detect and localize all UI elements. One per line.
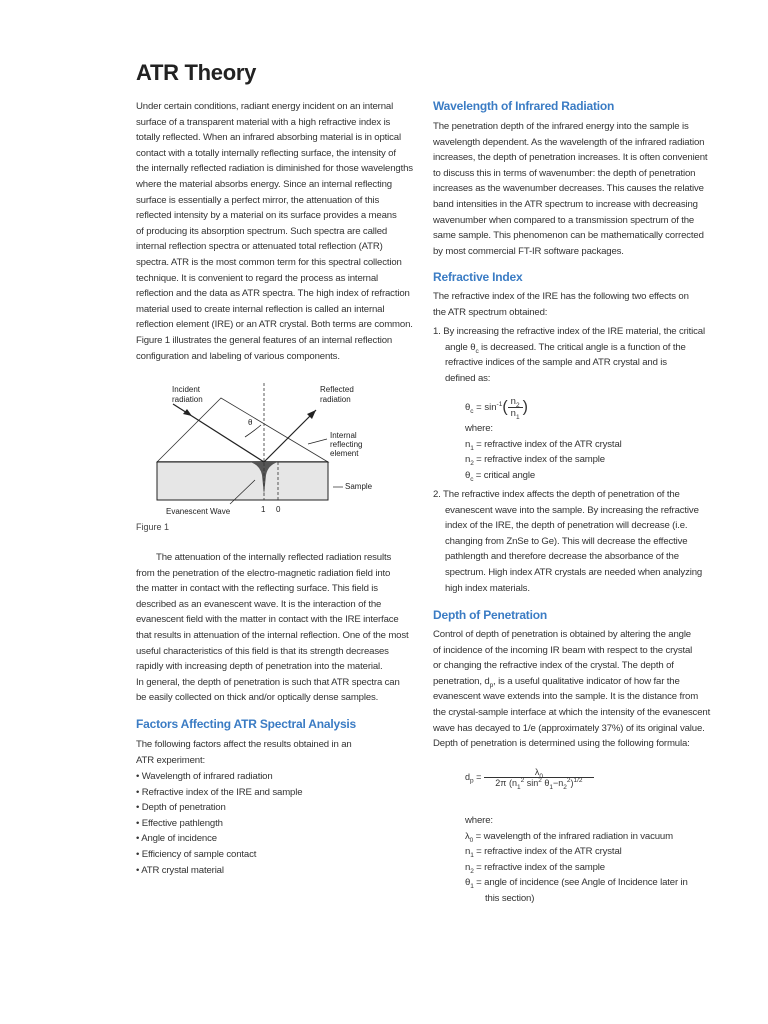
wavelength-paragraph bbox=[433, 119, 707, 259]
factors-intro bbox=[136, 737, 352, 768]
text-line: • Wavelength of infrared radiation bbox=[136, 771, 273, 782]
refractive-item-2 bbox=[433, 487, 702, 596]
depth-where bbox=[465, 813, 688, 907]
intro-paragraph bbox=[136, 99, 413, 364]
text-line: to discuss this in terms of wavenumber: the depth of penetration bbox=[433, 167, 696, 179]
text-line: contact with a totally internally reflecting surface, the intensity of bbox=[136, 147, 396, 159]
text-line: Figure 1 illustrates the general features of an internal reflection bbox=[136, 334, 393, 346]
text-line: Under certain conditions, radiant energy incident on an internal bbox=[136, 101, 394, 112]
text-line: useful characteristics of this field is that its strength decreases bbox=[136, 645, 389, 657]
text-line: spectrum. High index ATR crystals are needed when analyzing bbox=[445, 566, 703, 578]
text-line: The following factors affect the results obtained in an bbox=[136, 739, 352, 750]
text-line: the crystal-sample interface at which the intensity of the evanescent bbox=[433, 706, 711, 718]
text-line: angle $\theta_c$ is decreased. The critical angle is a function of the bbox=[445, 341, 686, 355]
page-title: ATR Theory bbox=[136, 60, 257, 85]
text-line: • Effective pathlength bbox=[136, 817, 223, 829]
refractive-item-1 bbox=[433, 324, 705, 386]
text-line: ATR experiment: bbox=[136, 754, 206, 766]
critical-angle-where bbox=[465, 421, 622, 483]
text-line: pathlength and therefore decrease the absorbance of the bbox=[445, 551, 679, 563]
text-line: increases, the depth of penetration increases. It is often convenient bbox=[433, 152, 708, 164]
text-line: by most commercial FT-IR software packages. bbox=[433, 245, 624, 257]
label-reflected-2: radiation bbox=[320, 395, 351, 404]
text-line: that results in attenuation of the internal reflection. One of the most bbox=[136, 629, 409, 641]
label-sample: Sample bbox=[345, 482, 373, 491]
text-line: same sample. This phenomenon can be mathematically corrected bbox=[433, 230, 704, 242]
text-line: In general, the depth of penetration is such that ATR spectra can bbox=[136, 676, 400, 688]
label-incident-2: radiation bbox=[172, 395, 203, 404]
text-line: 2. The refractive index affects the depth of penetration of the bbox=[433, 489, 680, 500]
text-line: where: bbox=[465, 815, 493, 826]
text-line: configuration and labeling of various components. bbox=[136, 350, 340, 362]
text-line: surface is essentially a perfect mirror, the attenuation of this bbox=[136, 194, 380, 206]
text-line: • Efficiency of sample contact bbox=[136, 848, 257, 860]
label-one: 1 bbox=[261, 505, 266, 514]
figure-1-diagram bbox=[130, 375, 390, 535]
text-line: of incidence of the incoming IR beam with respect to the crystal bbox=[433, 644, 693, 656]
text-line: index of the IRE, the depth of penetration will decrease (i.e. bbox=[445, 520, 688, 532]
text-line: refractive indices of the sample and ATR crystal and is bbox=[445, 357, 667, 369]
text-line: penetration, $d_p$, is a useful qualitative indicator of how far the bbox=[433, 675, 680, 689]
text-line: changing from ZnSe to Ge). This will decrease the effective bbox=[445, 535, 688, 547]
text-line: • ATR crystal material bbox=[136, 864, 224, 876]
text-line: wavenumber when compared to a transmission spectrum of the bbox=[433, 214, 695, 226]
text-line: be easily collected on thick and/or optically dense samples. bbox=[136, 692, 379, 704]
text-line: The attenuation of the internally reflected radiation results bbox=[156, 552, 392, 563]
label-zero: 0 bbox=[276, 505, 281, 514]
text-line: $\theta_c$ = critical angle bbox=[465, 469, 536, 483]
text-line: reflected intensity by a material on its surface provides a means bbox=[136, 210, 397, 222]
text-line: increases as the wavenumber decreases. This causes the relative bbox=[433, 183, 704, 195]
text-line: band intensities in the ATR spectrum to increase with decreasing bbox=[433, 198, 698, 210]
heading-refractive-index: Refractive Index bbox=[433, 270, 523, 284]
text-line: where: bbox=[465, 423, 493, 434]
text-line: wave has decayed to 1/e (approximately 37%) of its original value. bbox=[433, 722, 705, 734]
text-line: $n_2$ = refractive index of the sample bbox=[465, 861, 605, 875]
critical-angle-formula: $\theta_c = \sin^{-1}$( $\frac{n_2}{n_1}$ ) bbox=[465, 396, 528, 421]
text-line: technique. It is convenient to regard the process as internal bbox=[136, 272, 379, 284]
text-line: described as an evanescent wave. It is the interaction of the bbox=[136, 598, 382, 610]
text-line: of producing its absorption spectrum. Such spectra are called bbox=[136, 225, 388, 237]
text-line: reflection and the data as ATR spectra. The high index of refraction bbox=[136, 288, 410, 300]
text-line: • Refractive index of the IRE and sample bbox=[136, 786, 303, 798]
text-line: The penetration depth of the infrared energy into the sample is bbox=[433, 121, 689, 132]
text-line: the ATR spectrum obtained: bbox=[433, 306, 548, 318]
text-line: the matter in contact with the reflecting surface. This field is bbox=[136, 583, 378, 595]
text-line: rapidly with increasing depth of penetration into the material. bbox=[136, 661, 383, 673]
text-line: $n_1$ = refractive index of the ATR crystal bbox=[465, 846, 622, 860]
text-line: $\lambda_0$ = wavelength of the infrared radiation in vacuum bbox=[465, 830, 673, 844]
text-line: this section) bbox=[485, 892, 535, 904]
text-line: $\theta_1$ = angle of incidence (see Angle of Incidence later in bbox=[465, 877, 688, 891]
text-line: The refractive index of the IRE has the following two effects on bbox=[433, 291, 689, 302]
text-line: evanescent field with the matter in contact with the IRE interface bbox=[136, 614, 399, 626]
text-line: defined as: bbox=[445, 372, 491, 384]
text-line: the internally reflected radiation is diminished for those wavelengths bbox=[136, 163, 413, 175]
depth-paragraph bbox=[433, 627, 710, 752]
text-line: totally reflected. When an infrared absorbing material is in optical bbox=[136, 132, 401, 144]
text-line: wavelength dependent. As the wavelength of the infrared radiation bbox=[433, 136, 705, 148]
label-element-3: element bbox=[330, 449, 359, 458]
text-line: evanescent wave into the sample. By increasing the refractive bbox=[445, 504, 699, 516]
label-element-2: reflecting bbox=[330, 440, 363, 449]
text-line: material used to create internal reflection is called an internal bbox=[136, 303, 385, 315]
text-line: from the penetration of the electro-magnetic radiation field into bbox=[136, 567, 391, 579]
figure-caption: Figure 1 bbox=[136, 522, 170, 532]
text-line: spectra. ATR is the most common term for this spectral collection bbox=[136, 256, 402, 268]
text-line: high index materials. bbox=[445, 582, 530, 594]
text-line: surface of a transparent material with a high refractive index is bbox=[136, 116, 391, 128]
text-line: $n_2$ = refractive index of the sample bbox=[465, 454, 605, 468]
text-line: internal reflection spectra or attenuated total reflection (ATR) bbox=[136, 241, 383, 253]
text-line: evanescent wave extends into the sample. It is the distance from bbox=[433, 691, 699, 703]
heading-depth: Depth of Penetration bbox=[433, 608, 548, 622]
refractive-intro bbox=[433, 289, 689, 320]
text-line: • Depth of penetration bbox=[136, 802, 226, 814]
label-element-1: Internal bbox=[330, 431, 357, 440]
factors-list bbox=[136, 769, 302, 878]
text-line: or changing the refractive index of the crystal. The depth of bbox=[433, 660, 674, 672]
label-incident-1: Incident bbox=[172, 385, 201, 394]
prism bbox=[157, 398, 328, 462]
attenuation-paragraph bbox=[136, 550, 409, 706]
text-line: $n_1$ = refractive index of the ATR crystal bbox=[465, 438, 622, 452]
text-line: where the material absorbs energy. Since an internal reflecting bbox=[136, 178, 392, 190]
text-line: reflection element (IRE) or an ATR crystal. Both terms are common. bbox=[136, 319, 413, 331]
label-theta: θ bbox=[248, 418, 253, 427]
label-evanescent: Evanescent Wave bbox=[166, 507, 231, 516]
text-line: • Angle of incidence bbox=[136, 833, 217, 845]
label-reflected-1: Reflected bbox=[320, 385, 354, 394]
depth-formula-denominator: 2π ($n_1^2$ $\sin^2 \theta_1-n_2^2)^{1/2}$ bbox=[495, 777, 583, 791]
heading-wavelength: Wavelength of Infrared Radiation bbox=[433, 99, 615, 113]
text-line: Depth of penetration is determined using the following formula: bbox=[433, 738, 690, 750]
depth-formula: $d_p$ = $\frac{\lambda_0}{2\pi (n_1^2 \sin^2 \theta_1-n_2^2)^{1/2}}$ bbox=[465, 767, 594, 788]
text-line: Control of depth of penetration is obtained by altering the angle bbox=[433, 629, 691, 640]
text-line: 1. By increasing the refractive index of the IRE material, the critical bbox=[433, 326, 705, 337]
heading-factors: Factors Affecting ATR Spectral Analysis bbox=[136, 717, 357, 731]
